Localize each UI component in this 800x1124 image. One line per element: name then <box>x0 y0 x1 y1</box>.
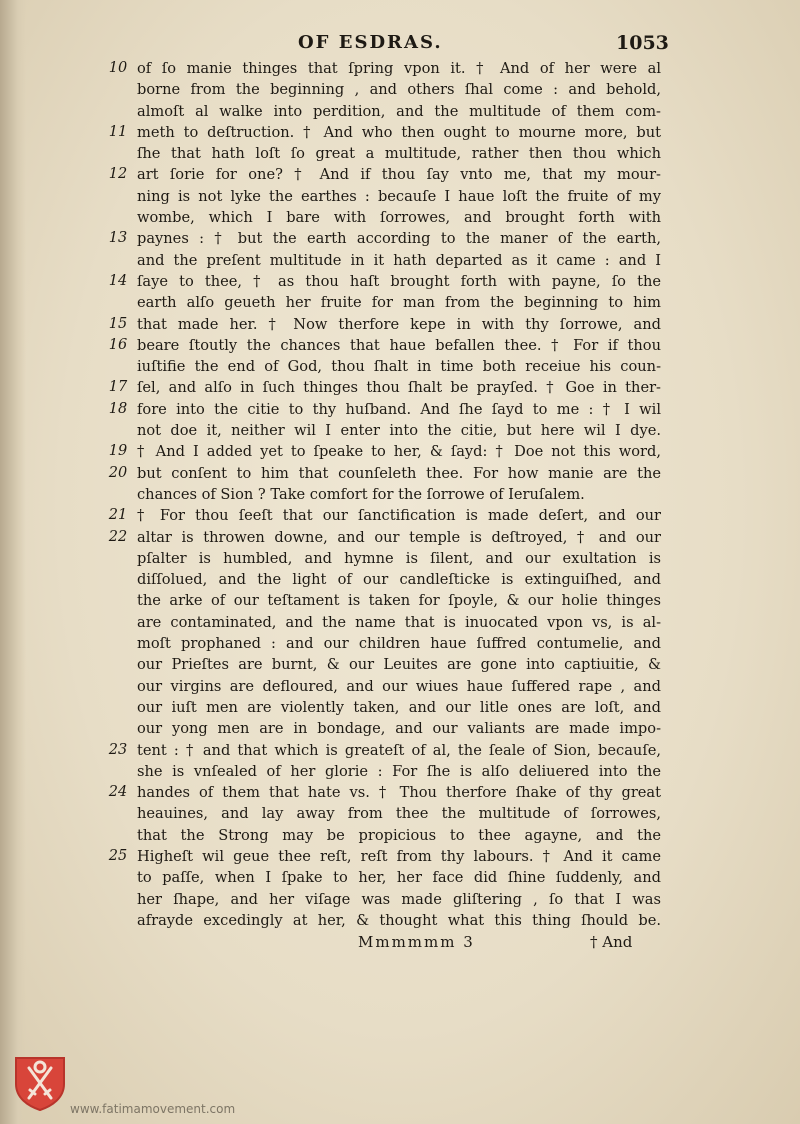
text-line <box>0 484 800 505</box>
body-text <box>0 58 800 955</box>
fatima-movement-logo <box>12 1054 68 1112</box>
line-text: to paſſe, when I ſpake to her, her face did ſhine ſuddenly, and <box>137 869 661 887</box>
line-text: she is vnſealed of her glorie : For ſhe is alſo deliuered into the <box>137 762 661 780</box>
line-text: of ſo manie thinges that ſpring vpon it. † And of her were al <box>137 60 661 77</box>
text-line <box>0 825 800 846</box>
text-line <box>0 441 800 462</box>
text-line <box>0 548 800 569</box>
line-text: her ſhape, and her viſage was made gliſtering , ſo that I was <box>137 890 661 908</box>
line-text: art ſorie for one? † And if thou ſay vnto me, that my mour- <box>137 166 661 184</box>
text-line <box>0 164 800 185</box>
line-text: ſaye to thee, † as thou haſt brought forth with payne, ſo the <box>137 272 661 290</box>
line-text: but conſent to him that counſeleth thee. For how manie are the <box>137 464 661 482</box>
verse-number: 23 <box>108 741 128 758</box>
catchword: † And <box>590 933 633 952</box>
line-text: borne from the beginning , and others ſhal come : and behold, <box>137 81 661 99</box>
line-text: our yong men are in bondage, and our valiants are made impo- <box>137 720 661 738</box>
text-line <box>0 122 800 143</box>
line-text: Higheſt wil geue thee reſt, reſt from thy labours. † And it came <box>137 847 661 865</box>
text-line <box>0 803 800 824</box>
text-line <box>0 740 800 761</box>
line-text: iuſtifie the end of God, thou ſhalt in time both receiue his coun- <box>137 358 661 376</box>
line-text: earth alſo geueth her fruite for man from the beginning to him <box>137 294 661 312</box>
text-line <box>0 612 800 633</box>
text-line <box>0 58 800 79</box>
line-text: pſalter is humbled, and hymne is ſilent, and our exultation is <box>137 549 661 567</box>
verse-number: 21 <box>108 507 128 524</box>
text-line <box>0 186 800 207</box>
text-line <box>0 101 800 122</box>
line-text: tent : † and that which is greateſt of al, the ſeale of Sion, becauſe, <box>137 741 661 759</box>
line-text: wombe, which I bare with ſorrowes, and brought forth with <box>137 209 661 227</box>
line-text: altar is throwen downe, and our temple is deſtroyed, † and our <box>137 528 661 546</box>
text-line <box>0 654 800 675</box>
line-text: moſt prophaned : and our children haue ſuffred contumelie, and <box>137 635 661 653</box>
text-line <box>0 271 800 292</box>
watermark-url: www.fatimamovement.com <box>70 1102 236 1116</box>
line-text: and the preſent multitude in it hath departed as it came : and I <box>137 251 661 269</box>
shield-keys-icon <box>12 1054 68 1112</box>
signature-mark: Mmmmmm 3 <box>358 933 475 952</box>
verse-number: 25 <box>108 847 128 864</box>
verse-number: 15 <box>108 315 128 332</box>
text-line <box>0 335 800 356</box>
line-text: heauines, and lay away from thee the multitude of ſorrowes, <box>137 805 661 823</box>
line-text: ning is not lyke the earthes : becauſe I haue loſt the fruite of my <box>137 187 661 205</box>
line-text: paynes : † but the earth according to the maner of the earth, <box>137 230 661 248</box>
verse-number: 10 <box>108 60 128 76</box>
page-footer <box>0 933 800 955</box>
text-line <box>0 761 800 782</box>
text-line <box>0 356 800 377</box>
text-line <box>0 228 800 249</box>
text-line <box>0 505 800 526</box>
line-text: the arke of our teſtament is taken for ſpoyle, & our holie thinges <box>137 592 661 610</box>
text-line <box>0 782 800 803</box>
text-line <box>0 463 800 484</box>
text-line <box>0 143 800 164</box>
text-line <box>0 399 800 420</box>
text-line <box>0 590 800 611</box>
line-text: afrayde excedingly at her, & thought what this thing ſhould be. <box>137 911 661 929</box>
line-text: ſhe that hath loſt ſo great a multitude, rather then thou which <box>137 145 661 163</box>
running-title: OF ESDRAS. <box>298 32 443 53</box>
text-line <box>0 697 800 718</box>
line-text: chances of Sion ? Take comfort for the ſorrowe of Ieruſalem. <box>137 485 585 503</box>
verse-number: 24 <box>108 784 128 801</box>
text-line <box>0 527 800 548</box>
text-line <box>0 569 800 590</box>
verse-number: 22 <box>108 528 128 545</box>
text-line <box>0 718 800 739</box>
verse-number: 12 <box>108 166 128 183</box>
text-line <box>0 889 800 910</box>
page-header <box>0 30 800 56</box>
line-text: our iuſt men are violently taken, and our litle ones are loſt, and <box>137 698 661 716</box>
line-text: beare ſtoutly the chances that haue befallen thee. † For if thou <box>137 336 661 354</box>
line-text: almoſt al walke into perdition, and the multitude of them com- <box>137 102 661 120</box>
verse-number: 11 <box>108 123 128 140</box>
text-line <box>0 377 800 398</box>
text-line <box>0 420 800 441</box>
verse-number: 18 <box>108 400 128 417</box>
verse-number: 14 <box>108 272 128 289</box>
verse-number: 19 <box>108 443 128 460</box>
verse-number: 16 <box>108 336 128 353</box>
text-line <box>0 250 800 271</box>
text-line <box>0 867 800 888</box>
line-text: fore into the citie to thy huſband. And ſhe ſayd to me : † I wil <box>137 400 661 418</box>
line-text: handes of them that hate vs. † Thou therfore ſhake of thy great <box>137 784 661 802</box>
text-line <box>0 292 800 313</box>
line-text: our Prieſtes are burnt, & our Leuites are gone into captiuitie, & <box>137 656 661 674</box>
text-line <box>0 633 800 654</box>
text-line <box>0 207 800 228</box>
line-text: not doe it, neither wil I enter into the citie, but here wil I dye. <box>137 422 661 440</box>
line-text: ſel, and alſo in ſuch thinges thou ſhalt be prayſed. † Goe in ther- <box>137 379 661 397</box>
folio-number: 1053 <box>616 32 669 54</box>
line-text: that the Strong may be propicious to thee agayne, and the <box>137 826 661 844</box>
text-line <box>0 314 800 335</box>
line-text: † For thou ſeeſt that our ſanctification is made deſert, and our <box>137 507 661 525</box>
verse-number: 20 <box>108 464 128 481</box>
text-line <box>0 910 800 931</box>
line-text: our virgins are defloured, and our wiues haue ſuffered rape , and <box>137 677 661 695</box>
line-text: † And I added yet to ſpeake to her, & ſayd: † Doe not this word, <box>137 443 661 461</box>
text-line <box>0 79 800 100</box>
verse-number: 17 <box>108 379 128 396</box>
verse-number: 13 <box>108 230 128 247</box>
text-line <box>0 676 800 697</box>
text-line <box>0 846 800 867</box>
line-text: diſſolued, and the light of our candleſticke is extinguiſhed, and <box>137 571 661 589</box>
line-text: are contaminated, and the name that is inuocated vpon vs, is al- <box>137 613 661 631</box>
line-text: that made her. † Now therfore kepe in with thy ſorrowe, and <box>137 315 661 333</box>
line-text: meth to deſtruction. † And who then ought to mourne more, but <box>137 123 661 141</box>
